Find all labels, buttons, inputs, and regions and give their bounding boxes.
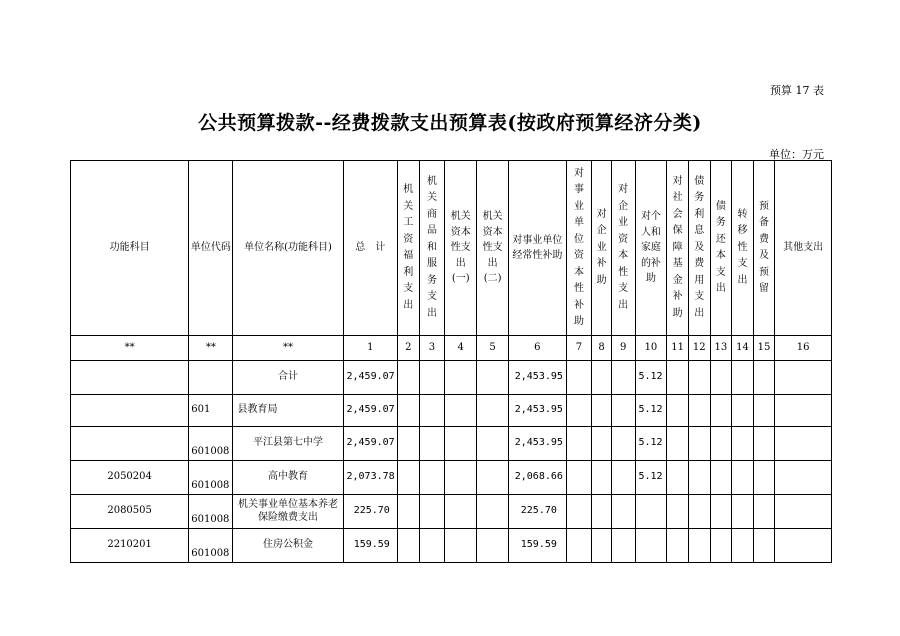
page-title: 公共预算拨款--经费拨款支出预算表(按政府预算经济分类) [198,112,702,134]
index-cell: 2 [398,336,420,361]
c10-cell [635,529,667,563]
c6-cell: 2,453.95 [509,427,567,461]
code-cell: 601008 [189,461,233,495]
c10-cell: 5.12 [635,427,667,461]
c10-cell: 5.12 [635,395,667,427]
index-cell: ** [189,336,233,361]
index-cell: 8 [592,336,612,361]
total-cell: 2,459.07 [343,427,398,461]
code-cell: 601008 [189,529,233,563]
index-cell: 7 [566,336,592,361]
table-row [71,395,832,427]
index-cell: 5 [477,336,509,361]
index-row [71,336,832,361]
code-cell: 601008 [189,427,233,461]
table-row [71,529,832,563]
c6-cell: 2,453.95 [509,361,567,395]
subject-cell [71,427,189,461]
index-cell: 16 [775,336,832,361]
header-subject: 功能科目 [71,161,189,336]
header-c14: 转移性支出 [732,161,754,336]
name-cell: 住房公积金 [233,529,343,563]
table-row [71,461,832,495]
index-cell: ** [233,336,343,361]
index-cell: 6 [509,336,567,361]
index-cell: 12 [688,336,710,361]
code-cell [189,361,233,395]
subject-cell [71,361,189,395]
header-c8: 对企业补助 [592,161,612,336]
header-c15: 预备费及预留 [753,161,775,336]
name-cell: 平江县第七中学 [233,427,343,461]
c10-cell: 5.12 [635,461,667,495]
subject-cell: 2080505 [71,495,189,529]
c6-cell: 225.70 [509,495,567,529]
c6-cell: 2,068.66 [509,461,567,495]
table-row [71,361,832,395]
index-cell: 11 [667,336,689,361]
subject-cell: 2050204 [71,461,189,495]
total-cell: 225.70 [343,495,398,529]
index-cell: 1 [343,336,398,361]
c6-cell: 159.59 [509,529,567,563]
header-c5: 机关资本性支出(二) [477,161,509,336]
header-c16: 其他支出 [775,161,832,336]
header-c11: 对社会保障基金补助 [667,161,689,336]
header-row [71,161,832,336]
header-c4: 机关资本性支出(一) [445,161,477,336]
index-cell: ** [71,336,189,361]
index-cell: 14 [732,336,754,361]
budget-table [70,160,832,563]
index-cell: 15 [753,336,775,361]
header-c9: 对企业资本性支出 [611,161,635,336]
total-cell: 159.59 [343,529,398,563]
index-cell: 13 [710,336,732,361]
name-cell: 县教育局 [233,395,343,427]
subject-cell: 2210201 [71,529,189,563]
header-c2: 机关工资福利支出 [398,161,420,336]
c10-cell: 5.12 [635,361,667,395]
header-unit-code: 单位代码 [189,161,233,336]
index-cell: 9 [611,336,635,361]
name-cell: 合计 [233,361,343,395]
table-row [71,427,832,461]
subject-cell [71,395,189,427]
total-cell: 2,459.07 [343,361,398,395]
header-c10: 对个人和家庭的补助 [635,161,667,336]
c10-cell [635,495,667,529]
code-cell: 601008 [189,495,233,529]
header-c3: 机关商品和服务支出 [419,161,445,336]
total-cell: 2,459.07 [343,395,398,427]
form-number: 预算 17 表 [770,84,824,97]
code-cell: 601 [189,395,233,427]
header-c7: 对事业单位资本性补助 [566,161,592,336]
table-row [71,495,832,529]
total-cell: 2,073.78 [343,461,398,495]
header-unit-name: 单位名称(功能科目) [233,161,343,336]
header-c6: 对事业单位经常性补助 [509,161,567,336]
header-c13: 债务还本支出 [710,161,732,336]
header-total: 总 计 [343,161,398,336]
c6-cell: 2,453.95 [509,395,567,427]
name-cell: 高中教育 [233,461,343,495]
header-c12: 债务利息及费用支出 [688,161,710,336]
unit-label: 单位：万元 [769,148,824,161]
index-cell: 10 [635,336,667,361]
name-cell: 机关事业单位基本养老保险缴费支出 [233,495,343,529]
index-cell: 3 [419,336,445,361]
index-cell: 4 [445,336,477,361]
